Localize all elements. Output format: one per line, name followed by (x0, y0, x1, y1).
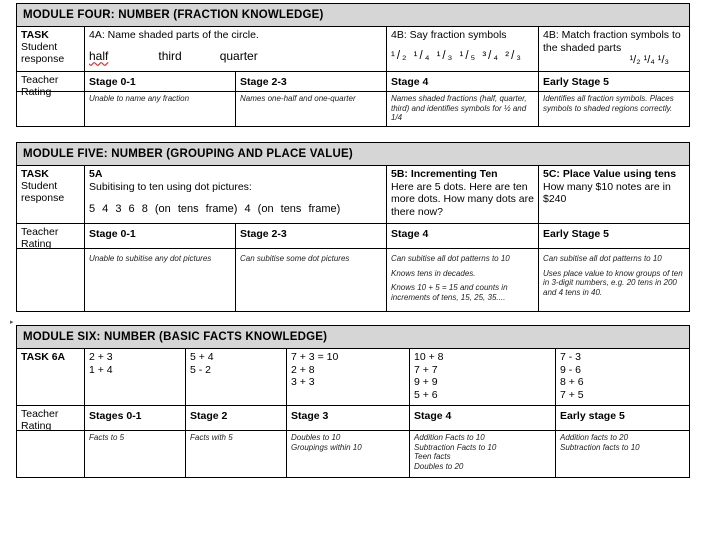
module-four-task-row (17, 27, 689, 72)
teacher-rating-label: Teacher Rating (17, 72, 85, 91)
stage-0-1-header: Stage 0-1 (85, 224, 236, 248)
stage-0-1-header: Stage 0-1 (85, 72, 236, 91)
teacher-rating-label: Teacher Rating (17, 406, 85, 430)
stages-0-1-desc: Facts to 5 (85, 431, 186, 477)
facts-col-5: 7 - 3 9 - 6 8 + 6 7 + 5 (560, 351, 584, 401)
module-four-title: MODULE FOUR: NUMBER (FRACTION KNOWLEDGE) (17, 4, 689, 27)
task-5a-cell (85, 166, 387, 223)
module-five-task-row (17, 166, 689, 224)
task-5c-title: 5C: Place Value using tens (543, 168, 677, 180)
facts-col-1: 2 + 3 1 + 4 (85, 349, 186, 405)
module-five-table (16, 142, 690, 312)
stage-2-desc: Facts with 5 (186, 431, 287, 477)
facts-col-3: 7 + 3 = 10 2 + 8 3 + 3 (287, 349, 410, 405)
task-4b-title: 4B: Say fraction symbols (391, 29, 507, 41)
task-4b-fractions: ¹/₂ ¹/₄ ¹/₃ ¹/₅ ³/₄ ²/₃ (391, 49, 523, 62)
module-six-task-row (17, 349, 689, 406)
task-4c-cell (539, 27, 689, 71)
stage-4-desc: Can subitise all dot patterns to 10 Knows tens in decades. Knows 10 + 5 = 15 and counts in increments of tens, 15, 25, 35.... (387, 249, 539, 311)
module-six-table (16, 325, 690, 478)
stage-4-desc: Names shaded fractions (half, quarter, third) and identifies symbols for ½ and 1/4 (387, 92, 539, 126)
early-stage-5-desc: Addition facts to 20 Subtraction facts to 10 (560, 433, 640, 452)
module-four-desc-row (17, 92, 689, 126)
task-5a-numbers: 5 4 3 6 8 (on tens frame) 4 (on tens frame) (89, 203, 341, 215)
stages-0-1-header: Stages 0-1 (85, 406, 186, 430)
task-5a-title: Subitising to ten using dot pictures: (89, 180, 252, 193)
early-stage-5-desc: Can subitise all dot patterns to 10 Uses place value to know groups of ten in 3-digit numbers, e.g. 20 tens in 200 and 4 tens in 40. (543, 254, 683, 297)
word-third: third (158, 48, 182, 63)
stage-2-header: Stage 2 (186, 406, 287, 430)
module-four-table (16, 3, 690, 127)
module-six-stage-row (17, 406, 689, 431)
early-stage-5-header: Early stage 5 (560, 410, 625, 422)
task-5b-title: 5B: Incrementing Ten (391, 168, 498, 180)
task-5b-cell (387, 166, 539, 223)
stage-2-3-desc: Names one-half and one-quarter (236, 92, 387, 126)
task-5c-text: How many $10 notes are in $240 (543, 180, 671, 205)
early-stage-5-header: Early Stage 5 (543, 228, 609, 240)
word-quarter: quarter (219, 48, 258, 63)
task-4a-title: 4A: Name shaded parts of the circle. (89, 29, 259, 41)
task-4c-title: 4B: Match fraction symbols to the shaded parts (543, 29, 681, 54)
module-five-title: MODULE FIVE: NUMBER (GROUPING AND PLACE VALUE) (17, 143, 689, 166)
early-stage-5-header: Early Stage 5 (543, 76, 609, 88)
module-five-stage-row (17, 224, 689, 249)
task-4a-words (89, 50, 382, 63)
stage-0-1-desc: Unable to name any fraction (85, 92, 236, 126)
page-marker-icon: ▸ (10, 319, 14, 326)
stage-4-header: Stage 4 (387, 72, 539, 91)
stage-4-header: Stage 4 (387, 224, 539, 248)
module-six-title: MODULE SIX: NUMBER (BASIC FACTS KNOWLEDGE) (17, 326, 689, 349)
stage-4-desc: Addition Facts to 10 Subtraction Facts to 10 Teen facts Doubles to 20 (410, 431, 556, 477)
facts-col-4: 10 + 8 7 + 7 9 + 9 5 + 6 (410, 349, 556, 405)
module-five-desc-row (17, 249, 689, 311)
task-5c-cell (539, 166, 689, 223)
stage-3-desc: Doubles to 10 Groupings within 10 (287, 431, 410, 477)
stage-4-header: Stage 4 (410, 406, 556, 430)
module-four-stage-row (17, 72, 689, 98)
word-half: half (89, 48, 109, 63)
task-label-cell: TASK Student response (17, 166, 85, 223)
task-label-cell: TASK Student response (17, 27, 85, 71)
module-six-desc-row (17, 431, 689, 477)
task-4a-cell (85, 27, 387, 71)
early-stage-5-desc: Identifies all fraction symbols. Places symbols to shaded regions correctly. (543, 94, 674, 113)
stage-2-3-desc: Can subitise some dot pictures (236, 249, 387, 311)
stage-2-3-header: Stage 2-3 (236, 224, 387, 248)
facts-col-2: 5 + 4 5 - 2 (186, 349, 287, 405)
task-4c-fractions: ¹/₂ ¹/₄ ¹/₃ (629, 54, 669, 66)
teacher-rating-label: Teacher Rating (17, 224, 85, 248)
stage-2-3-header: Stage 2-3 (236, 72, 387, 91)
task-5a-code: 5A (89, 168, 103, 180)
task-4b-cell (387, 27, 539, 71)
stage-3-header: Stage 3 (287, 406, 410, 430)
task-6a-label: TASK 6A (17, 349, 85, 405)
task-5b-text: Here are 5 dots. Here are ten more dots. How many dots are there now? (391, 180, 534, 218)
stage-0-1-desc: Unable to subitise any dot pictures (85, 249, 236, 311)
